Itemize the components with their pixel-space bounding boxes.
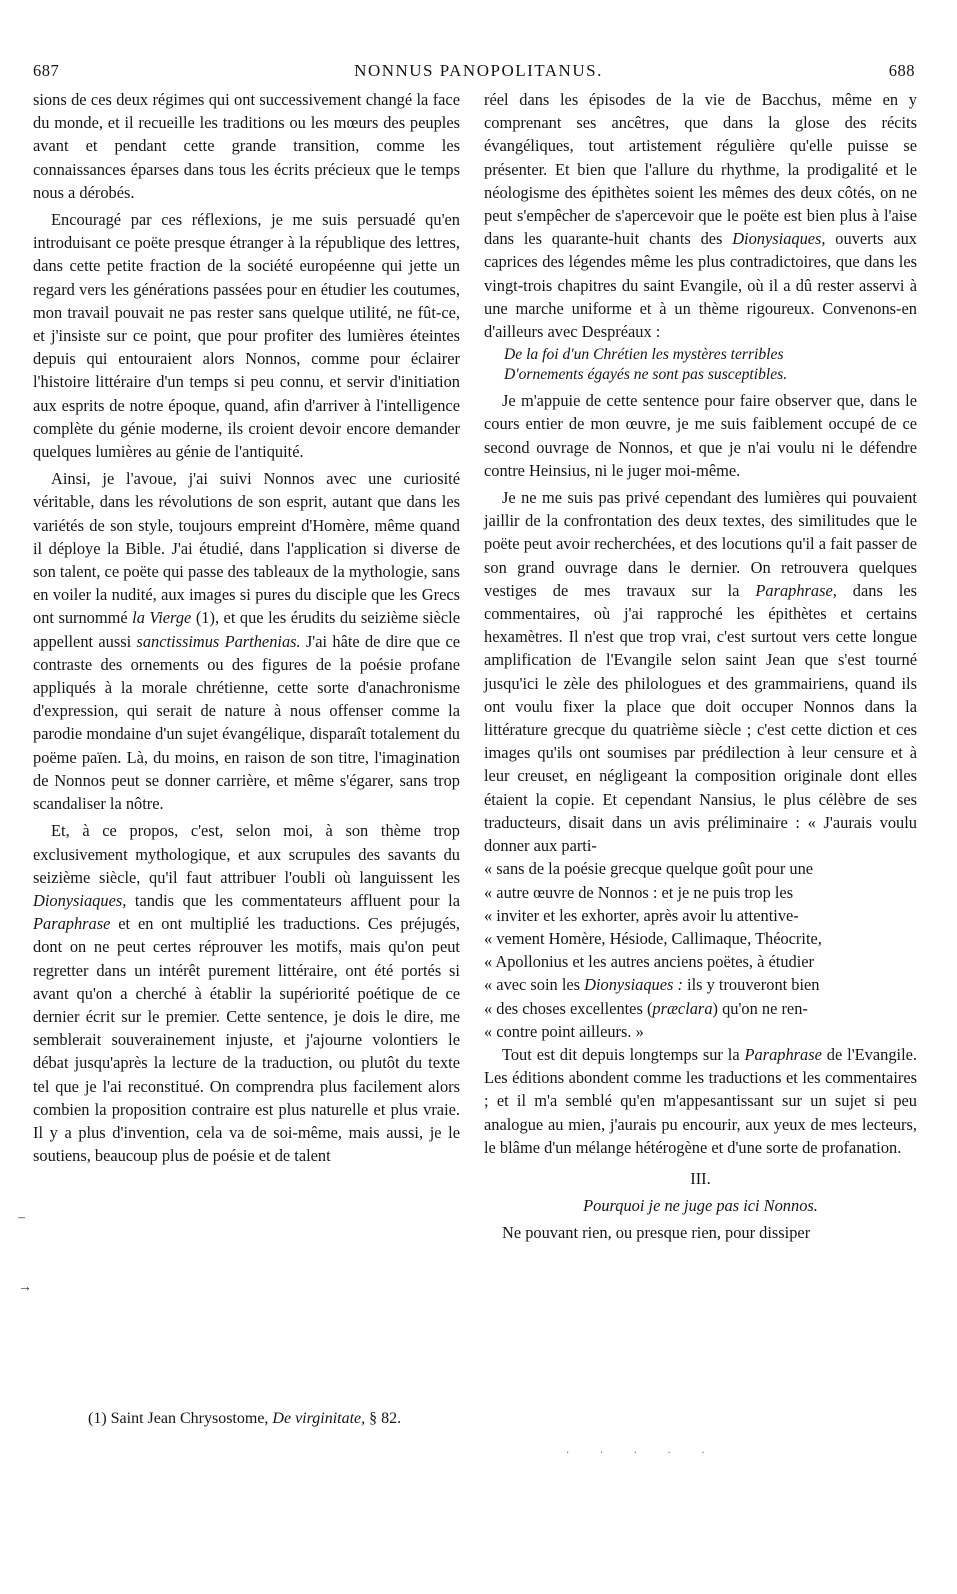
quote-line: « sans de la poésie grecque quelque goût pour une <box>484 859 814 879</box>
footnote: (1) Saint Jean Chrysostome, De virginitate, § 82. <box>88 1410 402 1427</box>
paragraph: Ainsi, je l'avoue, j'ai suivi Nonnos avec une curiosité véritable, dans les révolutions de son esprit, autant que dans les variétés de son style, toujours empreint d'Homère, même quand il déploye la Bible. J'ai étudié, dans l'application si diverse de son talent, ce poëte qui passe des tableaux de la mythologie, sans en voiler la nudité, aux images si pures du disciple que les Grecs ont surnommé la Vierge (1), et que les érudits du seizième siècle appellent aussi sanctissimus Parthenias. J'ai hâte de dire que ce contraste des ornements ou des figures de la poésie profane appliqués à la morale chrétienne, cette sorte d'anachronisme d'expression, qui serait de nature à nous offenser comme la parodie mondaine d'un sujet évangélique, disparaît totalement du poëme païen. Là, du moins, en raison de son titre, l'imagination de Nonnos peut se donner carrière, et même s'égarer, sans trop scandaliser la nôtre. <box>33 469 460 814</box>
quote-line: « Apollonius et les autres anciens poëtes, à étudier <box>484 952 814 972</box>
paragraph: sions de ces deux régimes qui ont successivement changé la face du monde, et il recueille les traditions ou les mœurs des peuples avant et pendant cette grande transition, comme les connaissances éparses dans tous les écrits précieux que le temps nous a dérobés. <box>33 90 460 202</box>
quoted-passage <box>484 857 917 1043</box>
left-page-number: 687 <box>33 61 60 80</box>
quote-line: « autre œuvre de Nonnos : et je ne puis trop les <box>484 882 794 902</box>
section-title: Pourquoi je ne juge pas ici Nonnos. <box>583 1196 818 1216</box>
paragraph: réel dans les épisodes de la vie de Bacchus, même en y comprenant ses ancêtres, que dans la glose des récits évangéliques, tout artistement régulière qu'elle puisse se présenter. Et bien que l'allure du rhythme, la prodigalité et le néologisme des épithètes soient les mêmes des deux côtés, on ne peut s'empêcher de s'apercevoir que le poëte est bien plus à l'aise dans les quarante-huit chants des Dionysiaques, ouverts aux caprices des légendes même les plus contradictoires, que dans les vingt-trois chapitres du saint Evangile, où il a dû rester asservi à une marche uniforme et à un thème rigoureux. Convenons-en d'ailleurs avec Despréaux : <box>484 90 917 342</box>
right-column <box>484 88 917 1245</box>
printer-dots: · · · · · <box>566 1448 719 1459</box>
paragraph: Encouragé par ces réflexions, je me suis persuadé qu'en introduisant ce poëte presque étranger à la république des lettres, dans cette petite fraction de la société européenne qui jette un regard vers les générations passées pour en étudier les coutumes, mon travail pouvait ne pas rester sans quelque utilité, ne fût-ce, et j'insiste sur ce point, que pour profiter des lumières éteintes depuis qui entouraient alors Nonnos, comme pour éclairer l'histoire littéraire d'un temps si peu connu, et servir d'initiation aux esprits de notre époque, quand, afin d'arriver à l'intelligence complète du génie moderne, ils croient devoir encore demander quelques lumières au génie de l'antiquité. <box>33 210 460 462</box>
margin-mark: – <box>18 1210 25 1225</box>
quote-line: « vement Homère, Hésiode, Callimaque, Théocrite, <box>484 928 822 948</box>
verse-line: De la foi d'un Chrétien les mystères terribles <box>504 346 784 364</box>
running-title: NONNUS PANOPOLITANUS. <box>354 61 603 80</box>
right-page-number: 688 <box>888 61 915 80</box>
paragraph: Tout est dit depuis longtemps sur la Paraphrase de l'Evangile. Les éditions abondent comme les traductions et les commentaires ; et il m'a semblé qu'en m'appesantissant sur un sujet si peu analogue au mien, j'aurais pu encourir, aux yeux de mes lecteurs, le blâme d'un mélange hétérogène et d'une sorte de profanation. <box>484 1044 917 1157</box>
quote-line: « contre point ailleurs. » <box>484 1021 644 1041</box>
quote-line: « avec soin les Dionysiaques : ils y trouveront bien <box>484 975 820 995</box>
paragraph: Je m'appuie de cette sentence pour faire observer que, dans le cours entier de mon œuvre, je me suis faiblement occupé de ce second ouvrage de Nonnos, et que je n'ai voulu ni le défendre contre Heinsius, ni le juger moi-même. <box>484 391 917 480</box>
section-number: III. <box>690 1168 711 1188</box>
paragraph: Et, à ce propos, c'est, selon moi, à son thème trop exclusivement mythologique, et aux scrupules des savants du seizième siècle, qu'il faut attribuer l'oubli où languissent les Dionysiaques, tandis que les commentateurs affluent pour la Paraphrase et en ont multiplié les traductions. Ces préjugés, dont on ne peut certes réprouver les motifs, mais qu'on peut regretter dans un intérêt purement littéraire, ont été portés si avant qu'on a cherché à établir la supériorité poétique de ce dernier écrit sur le premier. Cette sentence, je dois le dire, me semblerait souverainement injuste, et j'ajourne volontiers le débat jusqu'après la lecture de la traduction, ou plutôt du texte tel que je l'ai reconstitué. On comprendra plus facilement alors combien la proposition contraire est plus naturelle et plus vraie. Il y a plus d'invention, cela va de soi-même, mais aussi, je le soutiens, beaucoup plus de poésie et de talent <box>33 821 460 1166</box>
margin-mark: → <box>18 1280 32 1295</box>
verse-quote <box>484 345 917 385</box>
paragraph: Ne pouvant rien, ou presque rien, pour dissiper <box>502 1223 811 1243</box>
quote-line: « inviter et les exhorter, après avoir lu attentive- <box>484 905 799 925</box>
left-column <box>33 88 460 1167</box>
paragraph: Je ne me suis pas privé cependant des lumières qui pouvaient jaillir de la confrontation des deux textes, des similitudes que le poëte peut avoir recherchées, et des locutions qu'il a fait passer de son grand ouvrage dans le dernier. On retrouvera quelques vestiges de mes travaux sur la Paraphrase, dans les commentaires, où j'ai rapproché les épithètes et certains hexamètres. Il n'est que trop vrai, c'est surtout vers cette longue amplification de l'Evangile selon saint Jean que s'est tourné jusqu'ici le zèle des philologues et des grammairiens, quand ils ont voulu fixer la place que doit occuper Nonnos dans la littérature grecque du quatrième siècle ; c'est cette diction et ces images qu'ils ont soumises par prédilection à leur censure et à leur creuset, en négligeant la composition originale dont elles étaient la copie. Et cependant Nansius, le plus célèbre de ses traducteurs, disait dans un avis préliminaire : « J'aurais voulu donner aux parti- <box>484 488 917 856</box>
verse-line: D'ornements égayés ne sont pas susceptibles. <box>504 366 788 384</box>
quote-line: « des choses excellentes (præclara) qu'on ne ren- <box>484 998 808 1018</box>
